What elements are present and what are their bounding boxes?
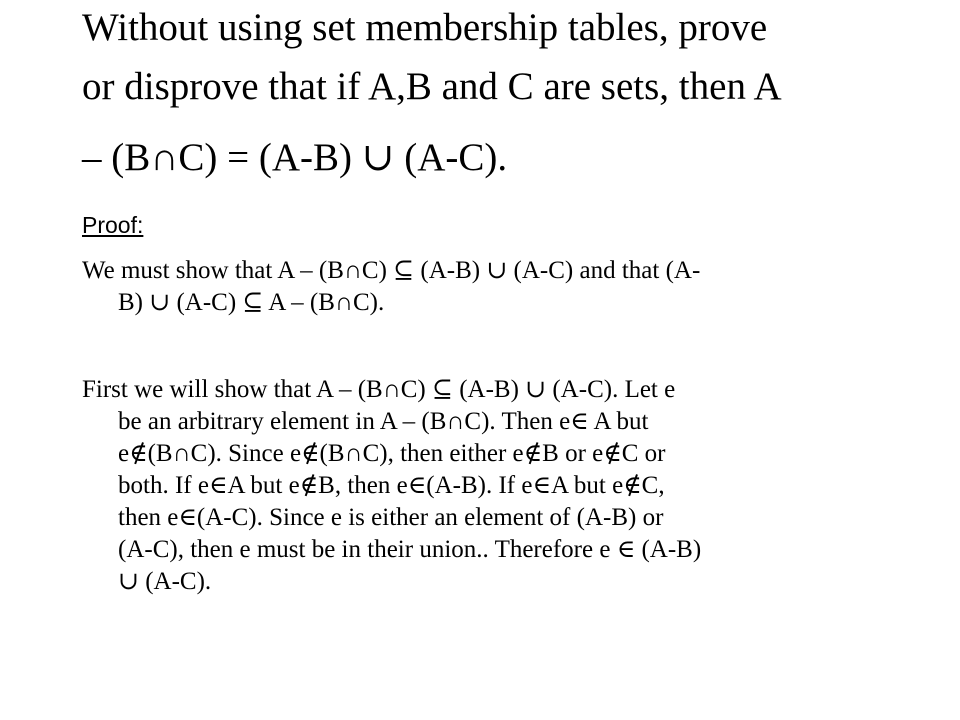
paragraph2-line-4: both. If e∈A but e∉B, then e∈(A-B). If e∈A but e∉C, bbox=[118, 472, 665, 499]
paragraph-subset-goal bbox=[82, 255, 882, 319]
paragraph2-line-1: First we will show that A – (B∩C) ⊆ (A-B) ∪ (A-C). Let e bbox=[82, 376, 676, 403]
title-line-1: Without using set membership tables, prove bbox=[82, 6, 768, 49]
paragraph2-line-7: ∪ (A-C). bbox=[118, 568, 212, 595]
paragraph1-line-2: B) ∪ (A-C) ⊆ A – (B∩C). bbox=[118, 289, 385, 316]
paragraph2-line-3: e∉(B∩C). Since e∉(B∩C), then either e∉B or e∉C or bbox=[118, 440, 666, 467]
paragraph2-line-2: be an arbitrary element in A – (B∩C). Then e∈ A but bbox=[118, 408, 649, 435]
paragraph2-line-6: (A-C), then e must be in their union.. Therefore e ∈ (A-B) bbox=[118, 536, 702, 563]
title-line-2: or disprove that if A,B and C are sets, then A bbox=[82, 65, 782, 108]
paragraph1-line-1: We must show that A – (B∩C) ⊆ (A-B) ∪ (A-C) and that (A- bbox=[82, 257, 701, 284]
paragraph-first-direction bbox=[82, 374, 882, 598]
title-line-3: – (B∩C) = (A-B) ∪ (A-C). bbox=[82, 136, 508, 179]
proof-label: Proof: bbox=[82, 212, 144, 238]
paragraph2-line-5: then e∈(A-C). Since e is either an element of (A-B) or bbox=[118, 504, 664, 531]
